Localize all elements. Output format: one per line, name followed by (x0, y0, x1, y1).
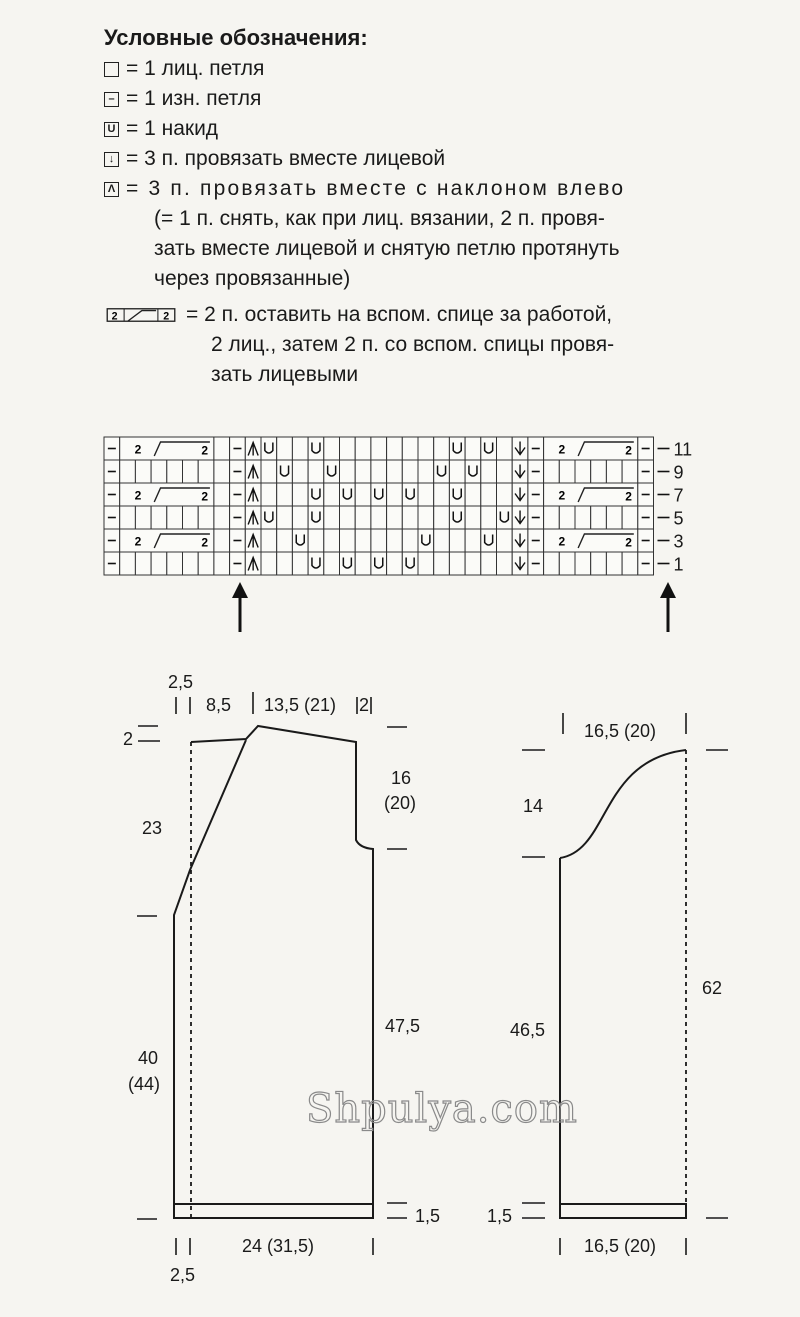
stitch-chart-row-labels (658, 440, 693, 575)
chart-cell (402, 437, 418, 460)
dim-front-bottom-left: 2,5 (170, 1265, 196, 1285)
chart-cell (277, 483, 293, 506)
cable-label-right: 2 (163, 310, 170, 323)
chart-cell (355, 506, 371, 529)
chart-cell (434, 506, 450, 529)
chart-cell (308, 460, 324, 483)
chart-cell (355, 483, 371, 506)
chart-cell (418, 460, 434, 483)
chart-cell (402, 552, 418, 575)
chart-cell (104, 483, 120, 506)
chart-cell (638, 460, 654, 483)
chart-cell (308, 483, 324, 506)
chart-cell (183, 506, 199, 529)
chart-cell (402, 460, 418, 483)
chart-cell (528, 483, 544, 506)
chart-cell (434, 552, 450, 575)
chart-cell (544, 552, 560, 575)
svg-text:2: 2 (558, 534, 566, 549)
chart-cell (292, 483, 308, 506)
repeat-start-arrow (232, 582, 248, 632)
dim-front-edge: 2 (359, 695, 370, 715)
chart-cell (214, 483, 230, 506)
chart-cell (308, 437, 324, 460)
chart-cell (230, 483, 246, 506)
cable-cell (544, 483, 638, 506)
row-number: 5 (673, 508, 684, 529)
chart-cell (308, 552, 324, 575)
legend-text-cable: = 2 п. оставить на вспом. спице за работой, (186, 303, 613, 326)
chart-cell (497, 483, 513, 506)
chart-cell (261, 552, 277, 575)
dim-front-side: 47,5 (385, 1016, 421, 1036)
dim-front-armhole: 16 (391, 768, 412, 788)
dim-sleeve-total: 62 (702, 978, 723, 998)
chart-cell (245, 506, 261, 529)
chart-cell (292, 506, 308, 529)
chart-cell (340, 506, 356, 529)
legend-title: Условные обозначения: (104, 25, 368, 50)
chart-cell (198, 506, 214, 529)
dim-front-shoulder: 8,5 (206, 695, 232, 715)
svg-text:2: 2 (558, 488, 566, 503)
chart-cell (135, 552, 151, 575)
svg-text:2: 2 (558, 442, 566, 457)
chart-cell (292, 437, 308, 460)
chart-cell (497, 437, 513, 460)
chart-cell (481, 506, 497, 529)
chart-cell (638, 483, 654, 506)
chart-cell (528, 437, 544, 460)
dim-front-height: 40 (138, 1048, 159, 1068)
chart-cell (214, 460, 230, 483)
svg-text:2: 2 (625, 535, 632, 550)
row-number: 1 (673, 554, 684, 575)
chart-cell (481, 483, 497, 506)
chart-cell (308, 506, 324, 529)
chart-cell (402, 529, 418, 552)
chart-cell (559, 552, 575, 575)
dim-front-bottom-width: 24 (31,5) (242, 1236, 315, 1256)
chart-cell (528, 529, 544, 552)
repeat-end-arrow (660, 582, 676, 632)
chart-cell (214, 552, 230, 575)
svg-text:2: 2 (201, 489, 209, 504)
chart-cell (622, 506, 638, 529)
chart-cell (277, 460, 293, 483)
chart-cell (151, 552, 167, 575)
dim-sleeve-band: 1,5 (487, 1206, 513, 1226)
chart-cell (245, 437, 261, 460)
chart-cell (465, 552, 481, 575)
svg-text:2: 2 (625, 489, 632, 504)
chart-cell (512, 483, 528, 506)
chart-cell (340, 552, 356, 575)
chart-cell (261, 529, 277, 552)
chart-cell (183, 552, 199, 575)
chart-cell (104, 506, 120, 529)
stitch-chart-grid (104, 437, 654, 575)
chart-cell (198, 460, 214, 483)
legend-text-sk2p-cont-3: через провязанные) (154, 267, 351, 290)
chart-cell (497, 552, 513, 575)
cable-cell (120, 483, 214, 506)
chart-cell (135, 460, 151, 483)
dim-front-neck-edge: 2,5 (168, 672, 194, 692)
chart-cell (622, 552, 638, 575)
chart-cell (214, 506, 230, 529)
chart-cell (591, 506, 607, 529)
chart-cell (371, 552, 387, 575)
chart-cell (230, 552, 246, 575)
chart-cell (481, 529, 497, 552)
chart-cell (638, 529, 654, 552)
chart-cell (465, 529, 481, 552)
row-number: 9 (673, 462, 684, 483)
chart-cell (465, 460, 481, 483)
chart-cell (481, 437, 497, 460)
chart-cell (638, 552, 654, 575)
chart-cell (308, 529, 324, 552)
chart-cell (434, 460, 450, 483)
chart-cell (324, 506, 340, 529)
chart-cell (230, 437, 246, 460)
chart-cell (512, 437, 528, 460)
legend-text-purl: = 1 изн. петля (126, 87, 262, 110)
chart-cell (198, 552, 214, 575)
chart-cell (528, 460, 544, 483)
legend-text-sk2p-cont-1: (= 1 п. снять, как при лиц. вязании, 2 п. провя- (154, 207, 605, 230)
chart-cell (449, 529, 465, 552)
chart-cell (465, 506, 481, 529)
chart-cell (277, 529, 293, 552)
chart-cell (167, 506, 183, 529)
chart-cell (183, 460, 199, 483)
chart-cell (418, 506, 434, 529)
yarn-over-icon: U (104, 122, 119, 137)
chart-cell (324, 460, 340, 483)
chart-cell (371, 506, 387, 529)
front-piece (174, 726, 373, 1218)
chart-cell (324, 437, 340, 460)
chart-cell (434, 483, 450, 506)
chart-cell (465, 437, 481, 460)
k3tog-icon: ↓ (104, 152, 119, 167)
dim-front-top-drop: 2 (123, 729, 134, 749)
chart-cell (230, 460, 246, 483)
stitch-chart (0, 0, 800, 640)
chart-cell (434, 437, 450, 460)
chart-cell (214, 529, 230, 552)
chart-cell (606, 552, 622, 575)
chart-cell (245, 529, 261, 552)
dim-front-armhole-alt: (20) (384, 793, 417, 813)
chart-cell (120, 506, 136, 529)
chart-cell (449, 483, 465, 506)
chart-cell (355, 552, 371, 575)
chart-cell (120, 460, 136, 483)
legend-text-knit: = 1 лиц. петля (126, 57, 265, 80)
chart-cell (402, 506, 418, 529)
chart-cell (434, 529, 450, 552)
chart-cell (230, 506, 246, 529)
chart-cell (104, 529, 120, 552)
cable-cell (120, 437, 214, 460)
chart-cell (512, 506, 528, 529)
legend-text-sk2p-cont-2: зать вместе лицевой и снятую петлю протянуть (154, 237, 620, 260)
legend-text-sk2p: = 3 п. провязать вместе с наклоном влево (126, 177, 626, 200)
dim-sleeve-bottom: 16,5 (20) (584, 1236, 657, 1256)
chart-cell (449, 460, 465, 483)
chart-cell (371, 437, 387, 460)
chart-cell (261, 506, 277, 529)
chart-cell (575, 506, 591, 529)
chart-cell (214, 437, 230, 460)
chart-cell (528, 506, 544, 529)
chart-cell (340, 437, 356, 460)
chart-cell (387, 552, 403, 575)
chart-cell (261, 437, 277, 460)
chart-cell (544, 506, 560, 529)
cable-label-left: 2 (111, 310, 118, 323)
chart-cell (387, 529, 403, 552)
chart-cell (544, 460, 560, 483)
chart-cell (292, 529, 308, 552)
chart-cell (340, 460, 356, 483)
chart-cell (387, 437, 403, 460)
chart-cell (528, 552, 544, 575)
chart-cell (449, 552, 465, 575)
chart-cell (261, 483, 277, 506)
chart-cell (465, 483, 481, 506)
chart-cell (591, 552, 607, 575)
chart-cell (575, 552, 591, 575)
chart-cell (371, 460, 387, 483)
legend-text-yo: = 1 накид (126, 117, 219, 140)
chart-cell (245, 460, 261, 483)
chart-cell (449, 437, 465, 460)
chart-cell (481, 552, 497, 575)
chart-cell (481, 460, 497, 483)
row-number: 11 (673, 439, 693, 460)
chart-cell (104, 552, 120, 575)
chart-cell (277, 552, 293, 575)
chart-cell (402, 483, 418, 506)
chart-cell (418, 529, 434, 552)
chart-cell (606, 506, 622, 529)
row-number: 7 (673, 485, 684, 506)
legend-text-cable-cont-2: зать лицевыми (211, 363, 359, 386)
cable-cell (544, 437, 638, 460)
chart-cell (387, 460, 403, 483)
chart-cell (355, 437, 371, 460)
legend-text-k3tog: = 3 п. провязать вместе лицевой (126, 147, 446, 170)
chart-cell (591, 460, 607, 483)
dim-front-back-neck: 13,5 (21) (264, 695, 337, 715)
chart-cell (418, 552, 434, 575)
svg-text:2: 2 (201, 535, 209, 550)
row-number: 3 (673, 531, 684, 552)
chart-cell (324, 529, 340, 552)
svg-text:2: 2 (134, 488, 142, 503)
chart-cell (559, 460, 575, 483)
chart-cell (340, 483, 356, 506)
chart-cell (497, 529, 513, 552)
dim-front-neck-depth: 23 (142, 818, 163, 838)
chart-cell (324, 483, 340, 506)
dim-front-height-alt: (44) (128, 1074, 161, 1094)
chart-cell (135, 506, 151, 529)
svg-text:2: 2 (625, 443, 632, 458)
chart-cell (167, 552, 183, 575)
dimension-ticks (137, 692, 728, 1255)
dim-front-band: 1,5 (415, 1206, 441, 1226)
chart-cell (292, 552, 308, 575)
chart-cell (104, 437, 120, 460)
chart-cell (575, 460, 591, 483)
chart-cell (606, 460, 622, 483)
svg-text:2: 2 (134, 442, 142, 457)
chart-cell (151, 460, 167, 483)
chart-cell (371, 483, 387, 506)
dim-sleeve-side: 46,5 (510, 1020, 546, 1040)
chart-cell (387, 483, 403, 506)
chart-cell (638, 506, 654, 529)
chart-cell (512, 460, 528, 483)
chart-cell (120, 552, 136, 575)
cable-cell (120, 529, 214, 552)
chart-cell (277, 437, 293, 460)
watermark: Shpulya.com (306, 1086, 578, 1132)
chart-cell (371, 529, 387, 552)
chart-cell (355, 529, 371, 552)
chart-cell (230, 529, 246, 552)
chart-cell (324, 552, 340, 575)
dim-sleeve-top: 16,5 (20) (584, 721, 657, 741)
chart-cell (151, 506, 167, 529)
chart-cell (104, 460, 120, 483)
chart-cell (245, 483, 261, 506)
chart-cell (622, 460, 638, 483)
chart-cell (292, 460, 308, 483)
chart-cell (418, 483, 434, 506)
chart-cell (340, 529, 356, 552)
cable-cell (544, 529, 638, 552)
svg-text:2: 2 (134, 534, 142, 549)
chart-cell (559, 506, 575, 529)
chart-cell (261, 460, 277, 483)
chart-cell (497, 506, 513, 529)
chart-cell (245, 552, 261, 575)
dim-sleeve-cap: 14 (523, 796, 544, 816)
chart-cell (512, 529, 528, 552)
chart-cell (449, 506, 465, 529)
chart-cell (387, 506, 403, 529)
chart-cell (512, 552, 528, 575)
chart-cell (355, 460, 371, 483)
purl-stitch-icon: – (104, 92, 119, 107)
sk2p-icon: Λ (104, 182, 119, 197)
chart-cell (497, 460, 513, 483)
chart-cell (277, 506, 293, 529)
legend-text-cable-cont-1: 2 лиц., затем 2 п. со вспом. спицы провя- (211, 333, 615, 356)
chart-cell (418, 437, 434, 460)
chart-cell (638, 437, 654, 460)
chart-cell (167, 460, 183, 483)
sleeve-piece (560, 750, 686, 1218)
svg-text:2: 2 (201, 443, 209, 458)
